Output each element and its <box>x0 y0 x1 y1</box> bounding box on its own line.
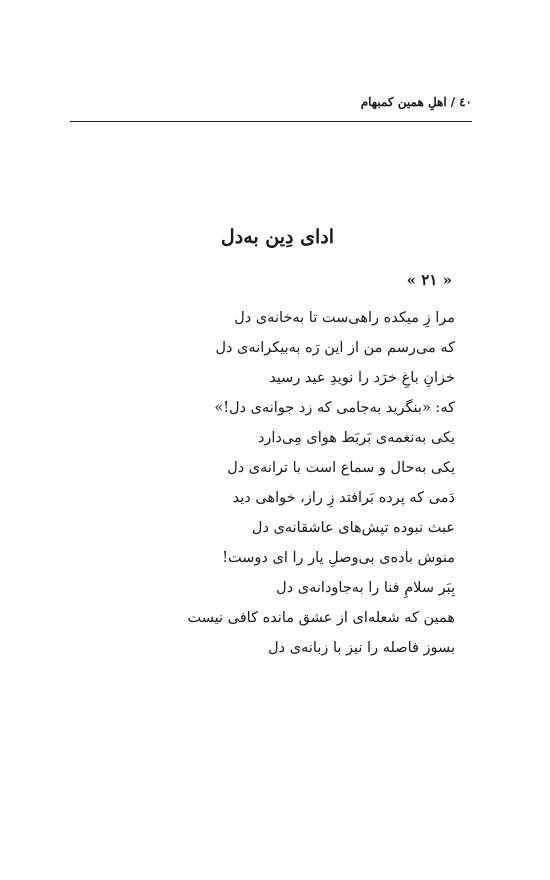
book-title: اهلِ همین کمبهام <box>360 95 447 109</box>
verse-line: که: «بنگرید به‌جامی که زد جوانه‌ی دل!» <box>214 400 455 416</box>
verse-line: عبث نبوده تپش‌های عاشقانه‌ی دل <box>251 520 455 536</box>
verse-line: مرا زِ میکده راهی‌ست تا به‌خانه‌ی دل <box>234 310 455 326</box>
verse-line: بِبَر سلامِ فنا را به‌جاودانه‌ی دل <box>276 580 455 596</box>
verse-line: دَمی که پرده بَرافتد زِ راز، خواهی دید <box>232 490 455 506</box>
poem-title: ادای دِین به‌دل <box>220 226 334 248</box>
verse-line: منوش باده‌ی بی‌وصلِ یار را ای دوست! <box>222 550 455 566</box>
verse-line: بسوز فاصله را نیز با زبانه‌ی دل <box>268 640 455 656</box>
verse-line: خزانِ باغِ خرَد را نویدِ عید رسید <box>269 370 455 386</box>
poem-number: « ۲۱ » <box>406 271 452 289</box>
verse-line: همین که شعله‌ای از عشق مانده کافی نیست <box>187 610 455 626</box>
poem-verses <box>187 303 455 663</box>
header-rule <box>70 121 472 122</box>
running-header <box>361 95 472 109</box>
verse-line: یکی به‌حال و سماع است با ترانه‌ی دل <box>227 460 455 476</box>
header-separator: / <box>450 95 456 109</box>
page-number: ٤٠ <box>459 95 472 109</box>
verse-line: یکی به‌نغمه‌ی بَربَط هوای مِی‌دارد <box>257 430 455 446</box>
verse-line: که می‌رسم من از این رَه به‌بیکرانه‌ی دل <box>215 340 455 356</box>
